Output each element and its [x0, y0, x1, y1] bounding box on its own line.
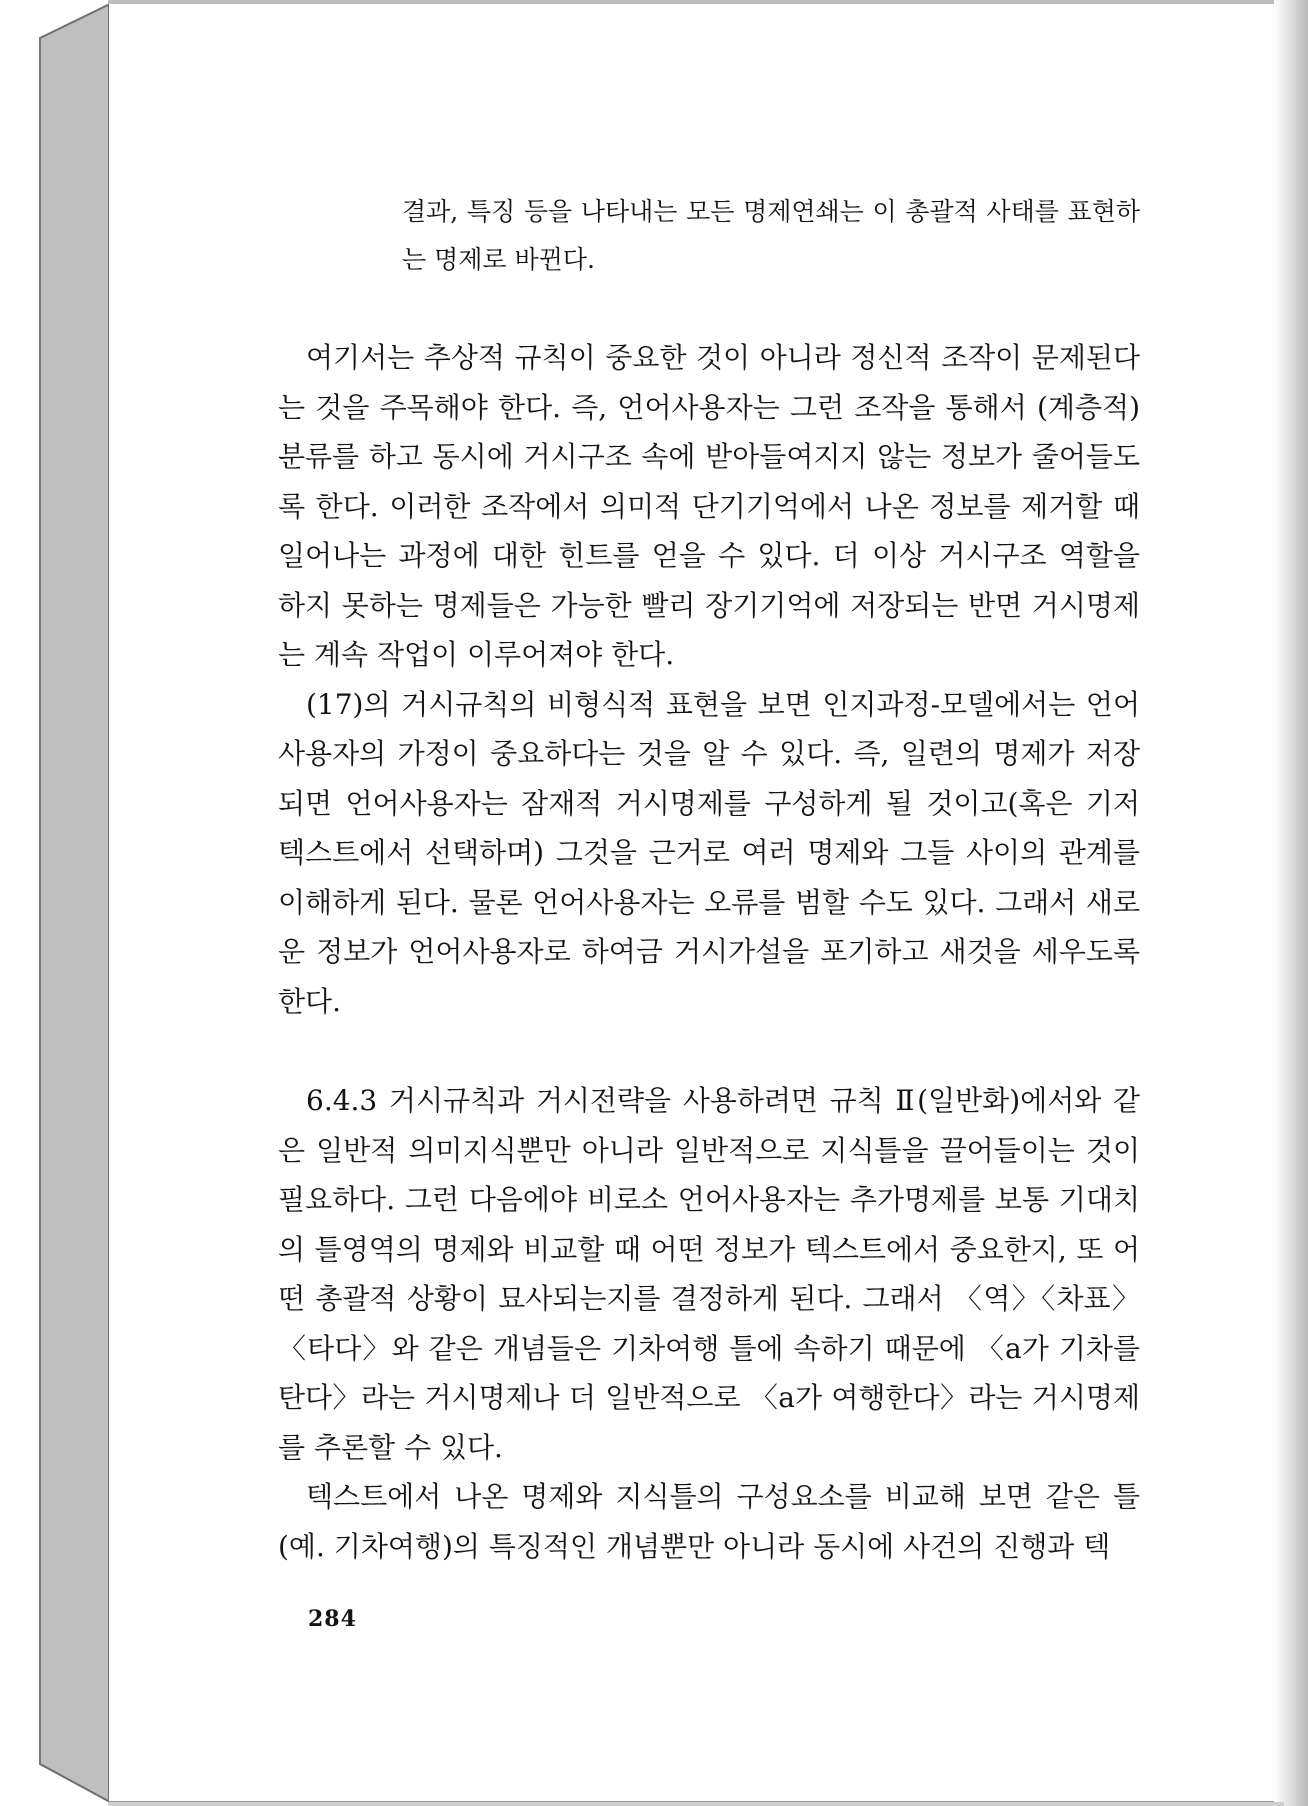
- page-content: [278, 188, 1140, 1571]
- paragraph-text: 여기서는 추상적 규칙이 중요한 것이 아니라 정신적 조작이 문제된다는 것을 주목해야 한다. 즉, 언어사용자는 그런 조작을 통해서 (계층적)분류를 하고 동시에 거시구조 속에 받아들여지지 않는 정보가 줄어들도록 한다. 이러한 조작에서 의미적 단기기억에서 나온 정보를 제거할 때 일어나는 과정에 대한 힌트를 얻을 수 있다. 더 이상 거시구조 역할을 하지 못하는 명제들은 가능한 빨리 장기기억에 저장되는 반면 거시명제는 계속 작업이 이루어져야 한다.: [278, 341, 1140, 671]
- page-number: 284: [308, 1606, 357, 1632]
- paragraph-text: 텍스트에서 나온 명제와 지식틀의 구성요소를 비교해 보면 같은 틀(예. 기차여행)의 특징적인 개념뿐만 아니라 동시에 사건의 진행과 텍: [278, 1480, 1140, 1563]
- paragraph: [278, 680, 1140, 1027]
- paragraph: [278, 1472, 1140, 1571]
- book-spine-edge: [0, 0, 120, 1806]
- page-shadow: [1274, 0, 1308, 1806]
- paragraph: [278, 333, 1140, 680]
- section-paragraph: [278, 1076, 1140, 1472]
- block-quote: 결과, 특징 등을 나타내는 모든 명제연쇄는 이 총괄적 사태를 표현하는 명제로 바뀐다.: [402, 197, 1140, 274]
- book-bottom-edge: [108, 1802, 1284, 1806]
- section-number: 6.4.3: [306, 1084, 378, 1117]
- section-paragraph-text: 거시규칙과 거시전략을 사용하려면 규칙 Ⅱ(일반화)에서와 같은 일반적 의미지식뿐만 아니라 일반적으로 지식틀을 끌어들이는 것이 필요하다. 그런 다음에야 비로소 언어사용자는 추가명제를 보통 기대치의 틀영역의 명제와 비교할 때 어떤 정보가 텍스트에서 중요한지, 또 어떤 총괄적 상황이 묘사되는지를 결정하게 된다. 그래서 〈역〉〈차표〉〈타다〉와 같은 개념들은 기차여행 틀에 속하기 때문에 〈a가 기차를 탄다〉라는 거시명제나 더 일반적으로 〈a가 여행한다〉라는 거시명제를 추론할 수 있다.: [278, 1084, 1140, 1464]
- paragraph-text: (17)의 거시규칙의 비형식적 표현을 보면 인지과정-모델에서는 언어사용자의 가정이 중요하다는 것을 알 수 있다. 즉, 일련의 명제가 저장되면 언어사용자는 잠재적 거시명제를 구성하게 될 것이고(혹은 기저 텍스트에서 선택하며) 그것을 근거로 여러 명제와 그들 사이의 관계를 이해하게 된다. 물론 언어사용자는 오류를 범할 수도 있다. 그래서 새로운 정보가 언어사용자로 하여금 거시가설을 포기하고 새것을 세우도록 한다.: [278, 687, 1140, 1018]
